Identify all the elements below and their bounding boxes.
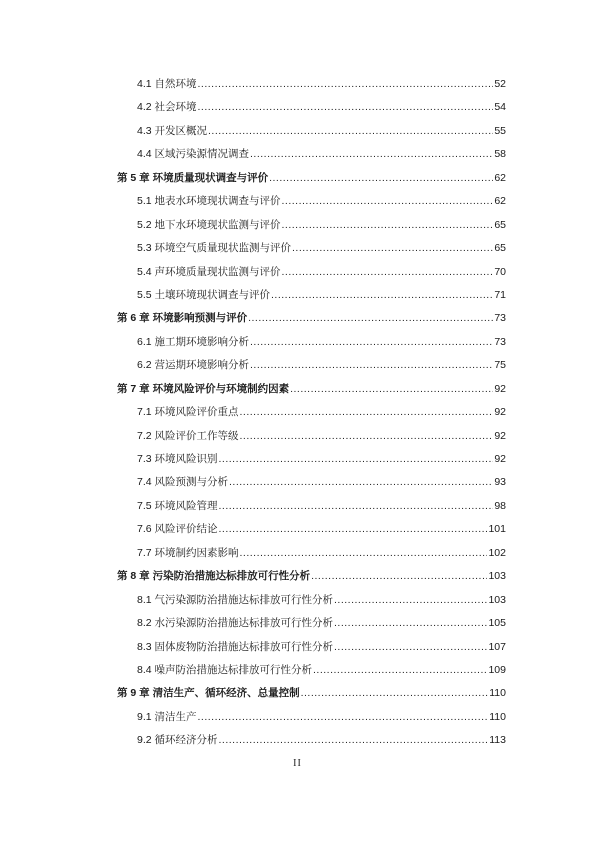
toc-dot-leader — [334, 612, 487, 635]
toc-section-entry[interactable] — [0, 589, 595, 612]
toc-entry-page: 62 — [494, 195, 506, 208]
toc-entry-title: 4.3 开发区概况 — [137, 124, 208, 137]
toc-dot-leader — [240, 425, 494, 448]
toc-entry-page: 103 — [488, 593, 506, 606]
toc-entry-page: 113 — [489, 734, 506, 747]
toc-entry-title: 5.2 地下水环境现状监测与评价 — [137, 218, 281, 231]
toc-entry-page: 62 — [494, 171, 506, 184]
toc-dot-leader — [282, 214, 494, 237]
toc-entry-title: 7.1 环境风险评价重点 — [137, 406, 239, 419]
toc-section-entry[interactable] — [0, 354, 595, 377]
toc-dot-leader — [240, 542, 488, 565]
toc-entry-title: 7.7 环境制约因素影响 — [137, 546, 239, 559]
toc-entry-title: 7.6 风险评价结论 — [137, 523, 218, 536]
page-number: II — [293, 758, 302, 769]
toc-dot-leader — [198, 706, 489, 729]
toc-entry-title: 5.5 土壤环境现状调查与评价 — [137, 288, 271, 301]
toc-entry-page: 109 — [488, 663, 506, 676]
toc-entry-page: 75 — [494, 359, 506, 372]
toc-entry-page: 65 — [494, 218, 506, 231]
toc-entry-title: 8.4 噪声防治措施达标排放可行性分析 — [137, 663, 313, 676]
toc-entry-title: 8.1 气污染源防治措施达标排放可行性分析 — [137, 593, 334, 606]
toc-dot-leader — [334, 589, 487, 612]
toc-chapter-entry[interactable] — [0, 167, 595, 190]
toc-section-entry[interactable] — [0, 261, 595, 284]
toc-section-entry[interactable] — [0, 612, 595, 635]
toc-entry-page: 73 — [494, 335, 506, 348]
toc-entry-page: 92 — [494, 382, 506, 395]
toc-entry-page: 103 — [488, 570, 506, 583]
toc-entry-title: 4.2 社会环境 — [137, 101, 197, 114]
toc-section-entry[interactable] — [0, 542, 595, 565]
toc-dot-leader — [290, 378, 493, 401]
toc-entry-page: 55 — [494, 124, 506, 137]
toc-dot-leader — [219, 729, 489, 752]
toc-section-entry[interactable] — [0, 331, 595, 354]
toc-dot-leader — [248, 307, 493, 330]
toc-dot-leader — [282, 190, 494, 213]
toc-section-entry[interactable] — [0, 96, 595, 119]
toc-entry-title: 5.3 环境空气质量现状监测与评价 — [137, 242, 292, 255]
toc-dot-leader — [198, 96, 494, 119]
toc-entry-title: 第 8 章 污染防治措施达标排放可行性分析 — [117, 570, 311, 583]
toc-entry-title: 8.2 水污染源防治措施达标排放可行性分析 — [137, 617, 334, 630]
toc-entry-page: 93 — [494, 476, 506, 489]
toc-dot-leader — [208, 120, 493, 143]
toc-chapter-entry[interactable] — [0, 682, 595, 705]
toc-entry-page: 107 — [488, 640, 506, 653]
toc-entry-title: 7.5 环境风险管理 — [137, 499, 218, 512]
toc-dot-leader — [250, 354, 493, 377]
toc-entry-title: 4.1 自然环境 — [137, 78, 197, 90]
toc-entry-title: 9.2 循环经济分析 — [137, 734, 218, 747]
toc-entry-page: 101 — [488, 523, 506, 536]
toc-dot-leader — [334, 636, 487, 659]
toc-entry-page: 52 — [494, 78, 506, 90]
toc-entry-title: 7.4 风险预测与分析 — [137, 476, 229, 489]
toc-entry-page: 71 — [494, 288, 506, 301]
toc-dot-leader — [271, 284, 493, 307]
toc-dot-leader — [250, 143, 493, 166]
toc-section-entry[interactable] — [0, 190, 595, 213]
toc-entry-page: 105 — [488, 617, 506, 630]
toc-entry-title: 7.2 风险评价工作等级 — [137, 429, 239, 442]
toc-section-entry[interactable] — [0, 401, 595, 424]
toc-section-entry[interactable] — [0, 120, 595, 143]
toc-entry-title: 5.4 声环境质量现状监测与评价 — [137, 265, 281, 278]
toc-entry-page: 92 — [494, 406, 506, 419]
toc-entry-page: 70 — [494, 265, 506, 278]
toc-dot-leader — [311, 565, 487, 588]
toc-section-entry[interactable] — [0, 448, 595, 471]
toc-dot-leader — [250, 331, 493, 354]
toc-entry-page: 73 — [494, 312, 506, 325]
toc-dot-leader — [219, 448, 494, 471]
toc-entry-page: 98 — [494, 499, 506, 512]
toc-section-entry[interactable] — [0, 706, 595, 729]
toc-entry-title: 第 5 章 环境质量现状调查与评价 — [117, 171, 269, 184]
toc-entry-page: 110 — [489, 687, 506, 700]
toc-chapter-entry[interactable] — [0, 565, 595, 588]
toc-entry-title: 5.1 地表水环境现状调查与评价 — [137, 195, 281, 208]
toc-dot-leader — [219, 495, 494, 518]
toc-section-entry[interactable] — [0, 471, 595, 494]
toc-section-entry[interactable] — [0, 636, 595, 659]
toc-chapter-entry[interactable] — [0, 307, 595, 330]
toc-section-entry[interactable] — [0, 214, 595, 237]
toc-entry-page: 92 — [494, 453, 506, 465]
toc-entry-page: 54 — [494, 101, 506, 114]
toc-entry-title: 9.1 清洁生产 — [137, 710, 197, 723]
toc-dot-leader — [269, 167, 493, 190]
toc-entry-title: 7.3 环境风险识别 — [137, 453, 218, 465]
toc-section-entry[interactable] — [0, 73, 595, 96]
toc-dot-leader — [282, 261, 494, 284]
toc-entry-title: 第 6 章 环境影响预测与评价 — [117, 312, 248, 325]
toc-dot-leader — [229, 471, 493, 494]
toc-entry-page: 92 — [494, 429, 506, 442]
table-of-contents — [0, 73, 595, 753]
toc-section-entry[interactable] — [0, 143, 595, 166]
toc-section-entry[interactable] — [0, 495, 595, 518]
toc-section-entry[interactable] — [0, 284, 595, 307]
toc-dot-leader — [198, 73, 494, 96]
toc-section-entry[interactable] — [0, 518, 595, 541]
toc-dot-leader — [240, 401, 494, 424]
toc-dot-leader — [292, 237, 493, 260]
toc-dot-leader — [313, 659, 487, 682]
toc-entry-title: 6.2 营运期环境影响分析 — [137, 359, 250, 372]
toc-entry-page: 110 — [489, 710, 506, 723]
toc-entry-title: 6.1 施工期环境影响分析 — [137, 335, 250, 348]
toc-section-entry[interactable] — [0, 425, 595, 448]
toc-entry-title: 4.4 区域污染源情况调查 — [137, 148, 250, 161]
toc-section-entry[interactable] — [0, 659, 595, 682]
toc-entry-page: 58 — [494, 148, 506, 161]
toc-entry-title: 第 7 章 环境风险评价与环境制约因素 — [117, 382, 290, 395]
toc-chapter-entry[interactable] — [0, 378, 595, 401]
toc-section-entry[interactable] — [0, 729, 595, 752]
toc-entry-page: 102 — [488, 546, 506, 559]
toc-entry-title: 8.3 固体废物防治措施达标排放可行性分析 — [137, 640, 334, 653]
toc-dot-leader — [301, 682, 489, 705]
toc-entry-title: 第 9 章 清洁生产、循环经济、总量控制 — [117, 687, 300, 700]
toc-section-entry[interactable] — [0, 237, 595, 260]
toc-entry-page: 65 — [494, 242, 506, 255]
toc-dot-leader — [219, 518, 488, 541]
